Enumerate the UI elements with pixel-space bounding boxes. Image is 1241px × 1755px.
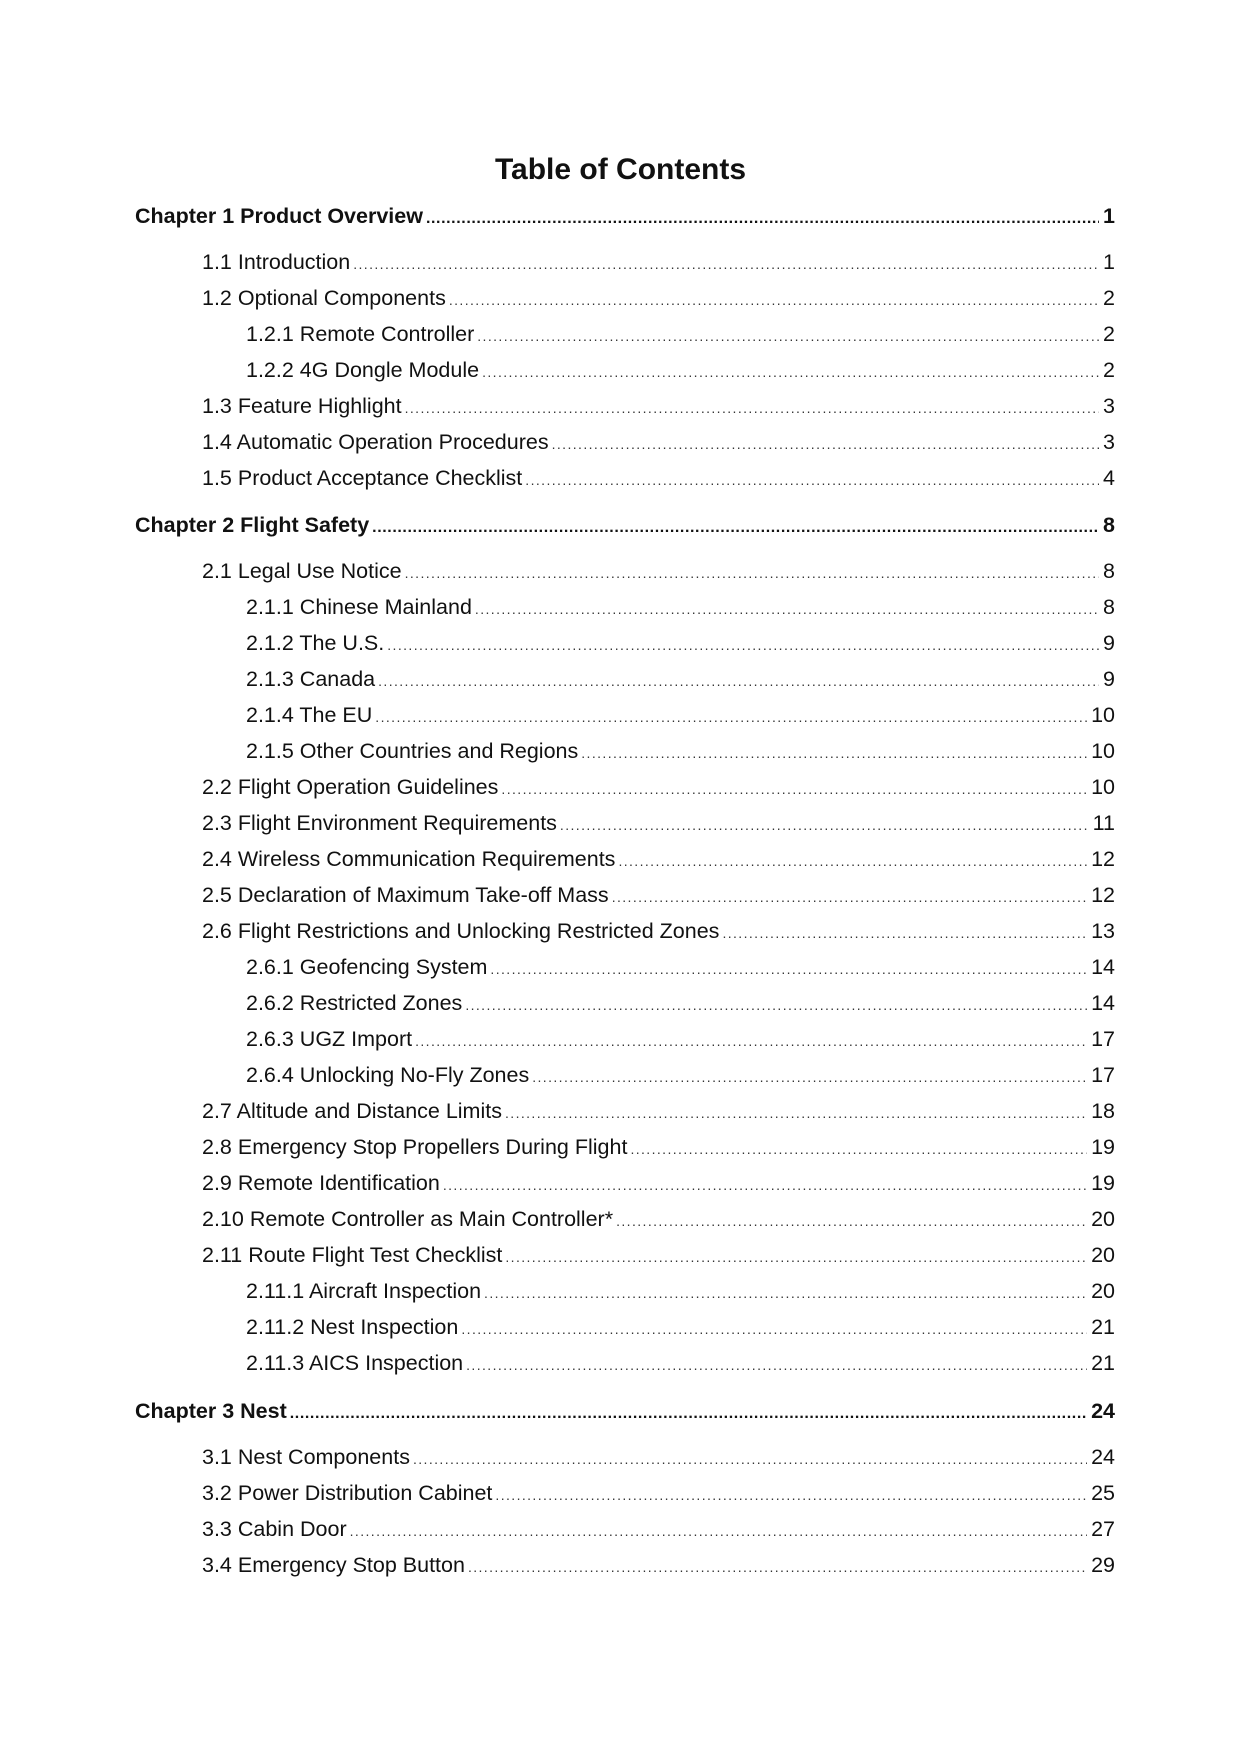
toc-entry-2-11-1[interactable] <box>246 1276 1115 1308</box>
toc-entry-1-3[interactable] <box>202 391 1115 423</box>
toc-entry-2-3[interactable] <box>202 808 1115 840</box>
toc-dot-leader <box>618 846 1087 876</box>
toc-page-number: 1 <box>1103 250 1115 274</box>
toc-entry-label: Chapter 2 Flight Safety <box>135 513 370 537</box>
toc-entry-2-6-1[interactable] <box>246 952 1115 984</box>
toc-entry-label: Chapter 1 Product Overview <box>135 204 423 228</box>
toc-page-number: 9 <box>1103 667 1115 691</box>
toc-entry-1-2-2[interactable] <box>246 355 1115 387</box>
toc-entry-3-4[interactable] <box>202 1550 1115 1582</box>
toc-dot-leader <box>501 774 1087 804</box>
toc-page-number: 10 <box>1091 739 1115 763</box>
toc-entry-label: 1.2.2 4G Dongle Module <box>246 358 480 382</box>
toc-entry-label: 2.1.2 The U.S. <box>246 631 385 655</box>
toc-entry-2-10[interactable] <box>202 1204 1115 1236</box>
toc-page-number: 12 <box>1091 847 1115 871</box>
toc-entry-label: 1.2.1 Remote Controller <box>246 322 475 346</box>
toc-page-number: 21 <box>1091 1351 1115 1375</box>
toc-entry-label: 1.3 Feature Highlight <box>202 394 402 418</box>
toc-entry-label: 1.4 Automatic Operation Procedures <box>202 430 549 454</box>
toc-entry-label: 2.11 Route Flight Test Checklist <box>202 1243 503 1267</box>
toc-page-number: 24 <box>1091 1399 1115 1423</box>
toc-dot-leader <box>560 810 1089 840</box>
toc-entry-label: 3.1 Nest Components <box>202 1445 410 1469</box>
toc-entry-label: 3.4 Emergency Stop Button <box>202 1553 465 1577</box>
toc-page-number: 14 <box>1091 991 1115 1015</box>
toc-entry-label: 3.2 Power Distribution Cabinet <box>202 1481 493 1505</box>
toc-dot-leader <box>630 1134 1087 1164</box>
toc-dot-leader <box>443 1170 1087 1200</box>
toc-entry-label: 2.1.4 The EU <box>246 703 373 727</box>
toc-page-number: 20 <box>1091 1279 1115 1303</box>
toc-dot-leader <box>405 393 1099 423</box>
toc-entry-1-5[interactable] <box>202 463 1115 495</box>
toc-entry-2-6[interactable] <box>202 916 1115 948</box>
toc-entry-label: 2.6 Flight Restrictions and Unlocking Restricted Zones <box>202 919 720 943</box>
toc-page-number: 3 <box>1103 394 1115 418</box>
toc-dot-leader <box>372 513 1099 543</box>
toc-entry-3-3[interactable] <box>202 1514 1115 1546</box>
toc-page-number: 2 <box>1103 286 1115 310</box>
toc-dot-leader <box>466 1350 1087 1380</box>
toc-page-number: 8 <box>1103 595 1115 619</box>
toc-page-number: 2 <box>1103 322 1115 346</box>
toc-entry-2-1-2[interactable] <box>246 628 1115 660</box>
toc-entry-label: 2.11.3 AICS Inspection <box>246 1351 464 1375</box>
toc-dot-leader <box>378 666 1099 696</box>
toc-page-number: 1 <box>1103 204 1115 228</box>
toc-page-number: 14 <box>1091 955 1115 979</box>
toc-entry-label: 2.1.5 Other Countries and Regions <box>246 739 579 763</box>
toc-dot-leader <box>465 990 1087 1020</box>
toc-entry-label: 2.1.1 Chinese Mainland <box>246 595 472 619</box>
toc-page-number: 20 <box>1091 1243 1115 1267</box>
toc-entry-label: 1.2 Optional Components <box>202 286 446 310</box>
toc-dot-leader <box>482 357 1099 387</box>
toc-entry-2-6-4[interactable] <box>246 1060 1115 1092</box>
toc-dot-leader <box>525 465 1099 495</box>
toc-entry-label: 2.6.2 Restricted Zones <box>246 991 463 1015</box>
page-title: Table of Contents <box>494 153 747 186</box>
toc-entry-2-6-3[interactable] <box>246 1024 1115 1056</box>
toc-dot-leader <box>484 1278 1087 1308</box>
toc-page-number: 24 <box>1091 1445 1115 1469</box>
toc-dot-leader <box>375 702 1087 732</box>
toc-dot-leader <box>468 1552 1087 1582</box>
toc-page-number: 17 <box>1091 1063 1115 1087</box>
toc-entry-2-11-2[interactable] <box>246 1312 1115 1344</box>
toc-entry-label: 2.5 Declaration of Maximum Take-off Mass <box>202 883 609 907</box>
toc-dot-leader <box>612 882 1087 912</box>
toc-entry-1-1[interactable] <box>202 247 1115 279</box>
toc-dot-leader <box>616 1206 1087 1236</box>
toc-entry-1-4[interactable] <box>202 427 1115 459</box>
toc-entry-label: 2.9 Remote Identification <box>202 1171 440 1195</box>
toc-dot-leader <box>415 1026 1087 1056</box>
toc-page-number: 17 <box>1091 1027 1115 1051</box>
toc-entry-3-2[interactable] <box>202 1478 1115 1510</box>
toc-dot-leader <box>290 1399 1087 1429</box>
toc-dot-leader <box>426 204 1099 234</box>
toc-entry-label: 1.5 Product Acceptance Checklist <box>202 466 523 490</box>
toc-page-number: 19 <box>1091 1135 1115 1159</box>
toc-page-number: 8 <box>1103 513 1115 537</box>
toc-entry-chapter-3[interactable] <box>135 1396 1115 1429</box>
toc-entry-label: 2.4 Wireless Communication Requirements <box>202 847 616 871</box>
toc-entry-2-1-5[interactable] <box>246 736 1115 768</box>
toc-page-number: 21 <box>1091 1315 1115 1339</box>
toc-entry-label: 2.3 Flight Environment Requirements <box>202 811 557 835</box>
toc-dot-leader <box>387 630 1099 660</box>
toc-entry-label: 2.2 Flight Operation Guidelines <box>202 775 499 799</box>
toc-entry-label: 2.1.3 Canada <box>246 667 376 691</box>
toc-entry-2-6-2[interactable] <box>246 988 1115 1020</box>
toc-entry-2-8[interactable] <box>202 1132 1115 1164</box>
toc-page-number: 11 <box>1092 811 1115 835</box>
toc-entry-2-11-3[interactable] <box>246 1348 1115 1380</box>
toc-entry-2-1[interactable] <box>202 556 1115 588</box>
toc-dot-leader <box>581 738 1087 768</box>
toc-dot-leader <box>413 1444 1087 1474</box>
toc-dot-leader <box>722 918 1087 948</box>
toc-entry-2-5[interactable] <box>202 880 1115 912</box>
toc-entry-label: 2.10 Remote Controller as Main Controller* <box>202 1207 614 1231</box>
toc-dot-leader <box>449 285 1099 315</box>
toc-entry-2-2[interactable] <box>202 772 1115 804</box>
toc-page-number: 3 <box>1103 430 1115 454</box>
toc-entry-2-1-3[interactable] <box>246 664 1115 696</box>
toc-page-number: 19 <box>1091 1171 1115 1195</box>
toc-dot-leader <box>532 1062 1087 1092</box>
toc-entry-2-7[interactable] <box>202 1096 1115 1128</box>
toc-entry-1-2-1[interactable] <box>246 319 1115 351</box>
toc-dot-leader <box>405 558 1099 588</box>
toc-entry-label: 2.1 Legal Use Notice <box>202 559 402 583</box>
toc-dot-leader <box>353 249 1099 279</box>
toc-page-number: 18 <box>1091 1099 1115 1123</box>
toc-page-number: 25 <box>1091 1481 1115 1505</box>
toc-page-number: 13 <box>1091 919 1115 943</box>
toc-dot-leader <box>495 1480 1087 1510</box>
toc-dot-leader <box>350 1516 1087 1546</box>
toc-entry-2-9[interactable] <box>202 1168 1115 1200</box>
toc-entry-2-4[interactable] <box>202 844 1115 876</box>
toc-page-number: 4 <box>1103 466 1115 490</box>
toc-dot-leader <box>490 954 1087 984</box>
toc-dot-leader <box>505 1242 1087 1272</box>
toc-page-number: 9 <box>1103 631 1115 655</box>
toc-page-number: 29 <box>1091 1553 1115 1577</box>
toc-page-number: 2 <box>1103 358 1115 382</box>
toc-entry-label: 2.11.1 Aircraft Inspection <box>246 1279 482 1303</box>
toc-page-number: 10 <box>1091 775 1115 799</box>
toc-entry-3-1[interactable] <box>202 1442 1115 1474</box>
toc-entry-label: 2.6.4 Unlocking No-Fly Zones <box>246 1063 530 1087</box>
toc-entry-1-2[interactable] <box>202 283 1115 315</box>
toc-entry-label: Chapter 3 Nest <box>135 1399 287 1423</box>
toc-entry-label: 2.11.2 Nest Inspection <box>246 1315 459 1339</box>
toc-entry-chapter-2[interactable] <box>135 510 1115 543</box>
toc-dot-leader <box>461 1314 1087 1344</box>
toc-entry-label: 2.6.3 UGZ Import <box>246 1027 413 1051</box>
toc-dot-leader <box>552 429 1099 459</box>
toc-entry-2-1-4[interactable] <box>246 700 1115 732</box>
toc-entry-label: 2.8 Emergency Stop Propellers During Flight <box>202 1135 628 1159</box>
toc-dot-leader <box>475 594 1099 624</box>
toc-entry-2-11[interactable] <box>202 1240 1115 1272</box>
toc-dot-leader <box>477 321 1099 351</box>
toc-page-number: 12 <box>1091 883 1115 907</box>
toc-page-number: 10 <box>1091 703 1115 727</box>
toc-entry-2-1-1[interactable] <box>246 592 1115 624</box>
toc-dot-leader <box>505 1098 1087 1128</box>
toc-entry-label: 1.1 Introduction <box>202 250 351 274</box>
toc-page-number: 8 <box>1103 559 1115 583</box>
toc-entry-label: 3.3 Cabin Door <box>202 1517 347 1541</box>
toc-entry-label: 2.7 Altitude and Distance Limits <box>202 1099 502 1123</box>
toc-entry-chapter-1[interactable] <box>135 201 1115 234</box>
toc-page-number: 27 <box>1091 1517 1115 1541</box>
toc-page-number: 20 <box>1091 1207 1115 1231</box>
toc-entry-label: 2.6.1 Geofencing System <box>246 955 488 979</box>
